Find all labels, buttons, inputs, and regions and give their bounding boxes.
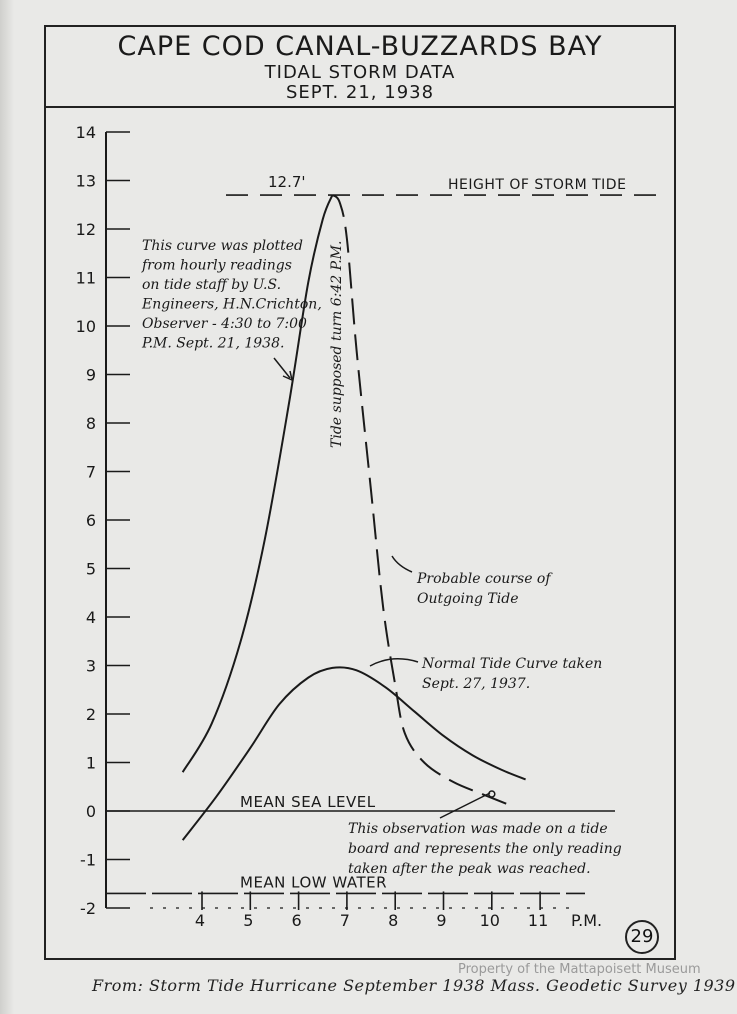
chart-subtitle: TIDAL STORM DATA xyxy=(264,62,456,83)
x-tick-label-7: 7 xyxy=(339,911,350,930)
plotted-note-arrow xyxy=(274,358,290,378)
source-footer: From: Storm Tide Hurricane September 1938 Mass. Geodetic Survey 1939 xyxy=(92,976,736,995)
y-tick-label-0: 0 xyxy=(85,802,96,821)
y-tick-label-8: 8 xyxy=(85,414,96,433)
y-tick-label-5: 5 xyxy=(85,559,96,579)
plotted-note-line-1: from hourly readings xyxy=(142,257,292,274)
storm-tide-label: HEIGHT OF STORM TIDE xyxy=(448,177,627,194)
y-tick-label-12: 12 xyxy=(75,220,96,239)
turn-note: Tide supposed turn 6:42 P.M. xyxy=(329,240,345,448)
mean-low-water-label: MEAN LOW WATER xyxy=(240,873,388,892)
series-line-1 xyxy=(332,195,506,804)
y-tick-label-4: 4 xyxy=(85,608,96,627)
storm-tide-value-label: 12.7' xyxy=(268,173,306,192)
plotted-note-line-3: Engineers, H.N.Crichton, xyxy=(142,296,322,313)
observation-note-leader xyxy=(440,793,490,818)
y-tick-label-13: 13 xyxy=(75,171,96,191)
x-tick-label-4: 4 xyxy=(194,911,206,930)
normal-note-line-1: Sept. 27, 1937. xyxy=(422,676,531,692)
plate-number: 29 xyxy=(625,920,659,954)
outgoing-note-leader xyxy=(392,556,412,572)
mean-sea-level-label: MEAN SEA LEVEL xyxy=(240,793,376,811)
plotted-note-line-4: Observer - 4:30 to 7:00 xyxy=(142,316,307,332)
x-tick-label-5: 5 xyxy=(243,911,254,930)
observation-note-line-1: board and represents the only reading xyxy=(348,841,622,857)
y-tick-label-10: 10 xyxy=(75,317,96,336)
plotted-note-line-2: on tide staff by U.S. xyxy=(142,277,282,293)
x-tick-label-6: 6 xyxy=(291,911,302,930)
chart-title: CAPE COD CANAL-BUZZARDS BAY xyxy=(117,31,603,62)
y-tick-label-3: 3 xyxy=(85,656,96,676)
observation-note-line-2: taken after the peak was reached. xyxy=(348,861,591,877)
plotted-note-line-0: This curve was plotted xyxy=(142,238,303,254)
plotted-note-line-5: P.M. Sept. 21, 1938. xyxy=(142,335,285,352)
y-tick-label-2: 2 xyxy=(85,705,96,724)
watermark: Property of the Mattapoisett Museum xyxy=(458,962,701,977)
normal-note-leader xyxy=(370,659,418,666)
series-line-2 xyxy=(183,667,526,840)
x-tick-label-9: 9 xyxy=(436,911,447,930)
y-tick-label--2: -2 xyxy=(80,899,96,918)
y-tick-label--1: -1 xyxy=(80,850,96,870)
x-axis-label: P.M. xyxy=(571,911,603,930)
y-tick-label-7: 7 xyxy=(85,462,96,482)
outgoing-note-line-0: Probable course of xyxy=(417,571,551,587)
outgoing-note-line-1: Outgoing Tide xyxy=(417,591,519,607)
x-tick-label-8: 8 xyxy=(388,911,399,930)
observation-point xyxy=(489,791,495,797)
x-tick-label-10: 10 xyxy=(479,911,500,930)
y-tick-label-6: 6 xyxy=(85,511,96,530)
y-tick-label-11: 11 xyxy=(75,268,96,288)
normal-note-line-0: Normal Tide Curve taken xyxy=(422,656,603,672)
y-tick-label-14: 14 xyxy=(75,123,96,142)
x-tick-label-11: 11 xyxy=(527,911,549,930)
y-tick-label-1: 1 xyxy=(85,753,96,773)
y-tick-label-9: 9 xyxy=(85,365,96,385)
chart-date: SEPT. 21, 1938 xyxy=(285,82,435,103)
observation-note-line-0: This observation was made on a tide xyxy=(348,821,608,837)
